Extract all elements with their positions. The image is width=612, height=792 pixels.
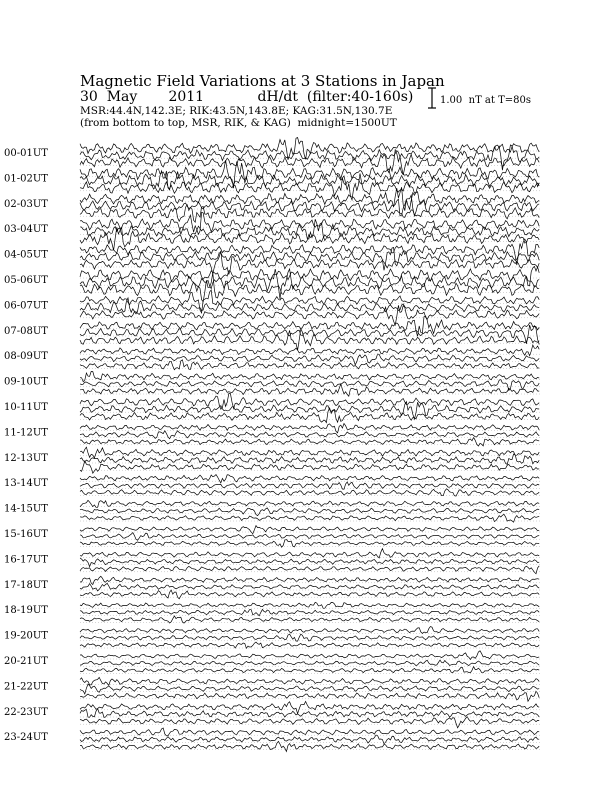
- trace-09-10ut-rik: [80, 380, 539, 391]
- row-label-18-19ut: 18-19UT: [4, 605, 48, 617]
- trace-05-06ut-rik: [80, 269, 539, 299]
- station-coordinates: MSR:44.4N,142.3E; RIK:43.5N,143.8E; KAG:31.5N,130.7E: [80, 105, 393, 117]
- trace-20-21ut-msr: [80, 667, 539, 673]
- trace-16-17ut-msr: [80, 566, 539, 574]
- row-label-06-07ut: 06-07UT: [4, 300, 48, 312]
- row-label-12-13ut: 12-13UT: [4, 452, 48, 464]
- trace-14-15ut-rik: [80, 508, 539, 516]
- trace-14-15ut-kag: [80, 500, 539, 507]
- row-label-13-14ut: 13-14UT: [4, 478, 48, 490]
- trace-08-09ut-rik: [80, 354, 539, 365]
- trace-06-07ut-rik: [80, 298, 539, 314]
- trace-13-14ut-kag: [80, 475, 539, 483]
- chart-title: Magnetic Field Variations at 3 Stations in Japan: [80, 72, 445, 90]
- trace-06-07ut-msr: [80, 305, 539, 325]
- row-label-09-10ut: 09-10UT: [4, 376, 48, 388]
- row-label-10-11ut: 10-11UT: [4, 402, 48, 413]
- row-label-14-15ut: 14-15UT: [4, 503, 48, 515]
- trace-16-17ut-rik: [80, 558, 539, 566]
- trace-22-23ut-kag: [80, 701, 539, 713]
- trace-02-03ut-msr: [80, 205, 539, 222]
- trace-19-20ut-rik: [80, 634, 539, 641]
- row-label-02-03ut: 02-03UT: [4, 198, 48, 210]
- trace-21-22ut-msr: [80, 691, 539, 701]
- trace-19-20ut-msr: [80, 642, 539, 648]
- trace-12-13ut-kag: [80, 447, 539, 458]
- trace-00-01ut-rik: [80, 145, 539, 170]
- trace-18-19ut-kag: [80, 602, 539, 608]
- trace-07-08ut-rik: [80, 325, 539, 345]
- trace-01-02ut-msr: [80, 173, 539, 200]
- scale-label: 1.00 nT at T=80s: [440, 95, 531, 106]
- trace-23-24ut-kag: [80, 728, 539, 736]
- trace-19-20ut-kag: [80, 627, 539, 634]
- date-filter-line: 30 May 2011 dH/dt (filter:40-160s): [80, 89, 414, 105]
- trace-15-16ut-msr: [80, 540, 539, 548]
- trace-17-18ut-rik: [80, 583, 539, 591]
- trace-18-19ut-rik: [80, 609, 539, 615]
- trace-10-11ut-kag: [80, 394, 539, 410]
- trace-13-14ut-msr: [80, 489, 539, 496]
- row-label-15-16ut: 15-16UT: [4, 529, 48, 540]
- trace-17-18ut-msr: [80, 590, 539, 599]
- trace-02-03ut-rik: [80, 195, 539, 216]
- trace-21-22ut-kag: [80, 677, 539, 685]
- row-label-07-08ut: 07-08UT: [4, 325, 48, 337]
- row-label-08-09ut: 08-09UT: [4, 351, 48, 363]
- trace-07-08ut-kag: [80, 316, 539, 336]
- trace-17-18ut-kag: [80, 576, 539, 584]
- trace-22-23ut-msr: [80, 717, 539, 728]
- trace-15-16ut-kag: [80, 526, 539, 534]
- row-label-22-23ut: 22-23UT: [4, 706, 48, 718]
- trace-13-14ut-rik: [80, 482, 539, 489]
- row-label-04-05ut: 04-05UT: [4, 249, 48, 261]
- trace-03-04ut-kag: [80, 212, 539, 234]
- trace-00-01ut-msr: [80, 150, 539, 175]
- station-order-note: (from bottom to top, MSR, RIK, & KAG) midnight=1500UT: [80, 117, 397, 129]
- row-label-00-01ut: 00-01UT: [4, 148, 48, 159]
- row-label-01-02ut: 01-02UT: [4, 173, 48, 185]
- trace-20-21ut-kag: [80, 651, 539, 660]
- scale-bar: [428, 88, 436, 108]
- trace-21-22ut-rik: [80, 684, 539, 694]
- trace-10-11ut-msr: [80, 408, 539, 423]
- row-label-03-04ut: 03-04UT: [4, 224, 48, 236]
- trace-20-21ut-rik: [80, 660, 539, 666]
- row-label-20-21ut: 20-21UT: [4, 656, 48, 667]
- trace-18-19ut-msr: [80, 616, 539, 623]
- row-label-05-06ut: 05-06UT: [4, 275, 48, 286]
- trace-16-17ut-kag: [80, 549, 539, 558]
- trace-05-06ut-msr: [80, 273, 539, 302]
- row-label-23-24ut: 23-24UT: [4, 732, 48, 744]
- trace-23-24ut-msr: [80, 741, 539, 751]
- trace-11-12ut-kag: [80, 424, 539, 433]
- row-label-19-20ut: 19-20UT: [4, 630, 48, 642]
- row-label-16-17ut: 16-17UT: [4, 554, 48, 566]
- row-label-21-22ut: 21-22UT: [4, 681, 48, 693]
- row-label-17-18ut: 17-18UT: [4, 579, 48, 591]
- row-label-11-12ut: 11-12UT: [4, 427, 48, 439]
- trace-09-10ut-kag: [80, 371, 539, 381]
- trace-05-06ut-kag: [80, 266, 539, 285]
